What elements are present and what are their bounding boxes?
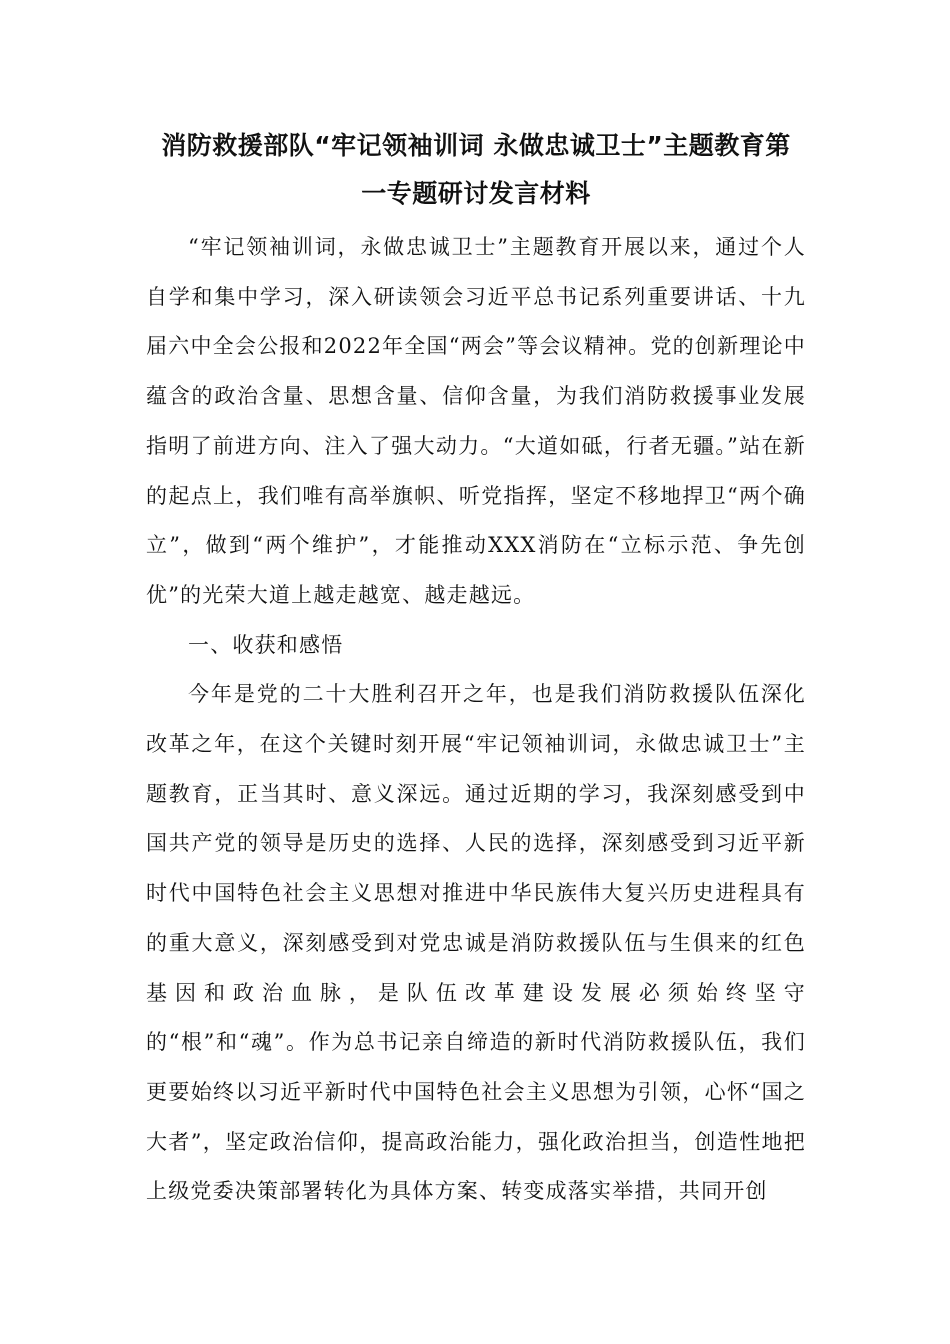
title-line-2: 一专题研讨发言材料 (361, 179, 591, 208)
section-heading-harvest: 一、收获和感悟 (188, 632, 344, 657)
body-paragraph: 今年是党的二十大胜利召开之年，也是我们消防救援队伍深化改革之年，在这个关键时刻开展“牢记领袖训词，永做忠诚卫士”主题教育，正当其时、意义深远。通过近期的学习，我深刻感受到中国共产党的领导是历史的选择、人民的选择，深刻感受到习近平新时代中国特色社会主义思想对推进中华民族伟大复兴历史进程具有的重大意义，深刻感受到对党忠诚是消防救援队伍与生俱来的红色基因和政治血脉，是队伍改革建设发展必须始终坚守的“根”和“魂”。作为总书记亲自缔造的新时代消防救援队伍，我们更要始终以习近平新时代中国特色社会主义思想为引领，心怀“国之大者”，坚定政治信仰，提高政治能力，强化政治担当，创造性地把上级党委决策部署转化为具体方案、转变成落实举措，共同开创 (146, 682, 806, 1204)
title-line-1: 消防救援部队“牢记领袖训词 永做忠诚卫士”主题教育第 (161, 131, 791, 160)
document-page (146, 122, 806, 1217)
document-title (146, 122, 806, 218)
intro-paragraph: “牢记领袖训词，永做忠诚卫士”主题教育开展以来，通过个人自学和集中学习，深入研读领会习近平总书记系列重要讲话、十九届六中全会公报和2022年全国“两会”等会议精神。党的创新理论中蕴含的政治含量、思想含量、信仰含量，为我们消防救援事业发展指明了前进方向、注入了强大动力。“大道如砥，行者无疆。”站在新的起点上，我们唯有高举旗帜、听党指挥，坚定不移地捍卫“两个确立”，做到“两个维护”，才能推动XXX消防在“立标示范、争先创优”的光荣大道上越走越宽、越走越远。 (146, 235, 806, 607)
